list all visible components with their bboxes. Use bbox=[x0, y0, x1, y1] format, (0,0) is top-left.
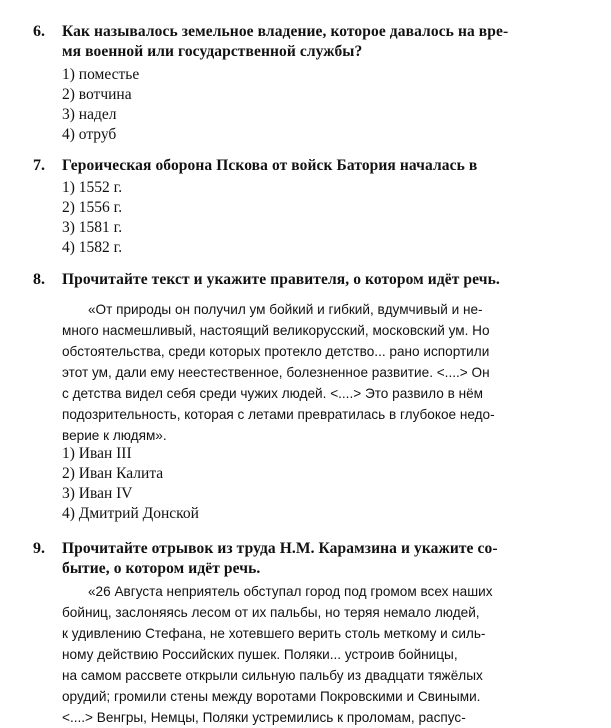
quote-line: к удивлению Стефана, не хотевшего верить столь меткому и силь- bbox=[62, 626, 486, 641]
quote-line: верие к людям». bbox=[62, 428, 167, 443]
question-text-line: Как называлось земельное владение, которое давалось на вре- bbox=[62, 23, 509, 40]
question-text bbox=[62, 270, 558, 290]
question-number: 6. bbox=[33, 23, 45, 40]
quote-line: ному действию Российских пушек. Поляки... устроив бойницы, bbox=[62, 647, 458, 662]
question-text-line: Прочитайте текст и укажите правителя, о котором идёт речь. bbox=[62, 271, 500, 288]
question-number: 7. bbox=[33, 157, 45, 174]
quote-line: <....> Венгры, Немцы, Поляки устремились к проломам, распус- bbox=[62, 710, 466, 725]
quote-line: много насмешливый, настоящий великорусский, московский ум. Но bbox=[62, 323, 490, 338]
answer-option[interactable]: 4) Дмитрий Донской bbox=[62, 505, 199, 522]
answer-option[interactable]: 4) 1582 г. bbox=[62, 239, 123, 256]
question-text bbox=[62, 156, 558, 176]
answer-option[interactable]: 1) поместье bbox=[62, 66, 140, 83]
quote-line: бойниц, заслоняясь лесом от их пальбы, но теряя немало людей, bbox=[62, 605, 480, 620]
answer-option[interactable]: 1) Иван III bbox=[62, 445, 132, 462]
question-number: 9. bbox=[33, 540, 45, 557]
quote-line: подозрительность, которая с летами превратилась в глубокое недо- bbox=[62, 407, 495, 422]
answer-option[interactable]: 3) надел bbox=[62, 106, 117, 123]
question-number: 8. bbox=[33, 271, 45, 288]
answer-options bbox=[62, 65, 139, 145]
question-text bbox=[62, 539, 558, 579]
quote-line: орудий; громили стены между воротами Покровскими и Свиными. bbox=[62, 689, 481, 704]
quote-line: с детства видел себя среди чужих людей. <....> Это развило в нём bbox=[62, 386, 483, 401]
quote-line: «От природы он получил ум бойкий и гибкий, вдумчивый и не- bbox=[88, 302, 483, 317]
answer-option[interactable]: 2) Иван Калита bbox=[62, 465, 164, 482]
answer-option[interactable]: 2) вотчина bbox=[62, 86, 132, 103]
answer-option[interactable]: 1) 1552 г. bbox=[62, 179, 123, 196]
answer-options bbox=[62, 178, 122, 258]
quote-line: этот ум, дали ему неестественное, болезненное развитие. <....> Он bbox=[62, 365, 490, 380]
question-text-line: мя военной или государственной службы? bbox=[62, 43, 363, 60]
quote-line: обстоятельства, среди которых протекло детство... рано испортили bbox=[62, 344, 490, 359]
quoted-passage bbox=[62, 581, 558, 728]
answer-option[interactable]: 4) отруб bbox=[62, 126, 117, 143]
answer-options bbox=[62, 444, 199, 524]
answer-option[interactable]: 3) 1581 г. bbox=[62, 219, 123, 236]
quote-line: на самом рассвете открыли сильную пальбу из двадцати тяжёлых bbox=[62, 668, 483, 683]
answer-option[interactable]: 3) Иван IV bbox=[62, 485, 133, 502]
answer-option[interactable]: 2) 1556 г. bbox=[62, 199, 123, 216]
question-text-line: Героическая оборона Пскова от войск Батория началась в bbox=[62, 157, 478, 174]
question-text-line: бытие, о котором идёт речь. bbox=[62, 560, 261, 577]
question-text bbox=[62, 22, 558, 62]
question-text-line: Прочитайте отрывок из труда Н.М. Карамзина и укажите со- bbox=[62, 540, 498, 557]
quoted-passage bbox=[62, 299, 558, 446]
quote-line: «26 Августа неприятель обступал город под громом всех наших bbox=[88, 584, 493, 599]
